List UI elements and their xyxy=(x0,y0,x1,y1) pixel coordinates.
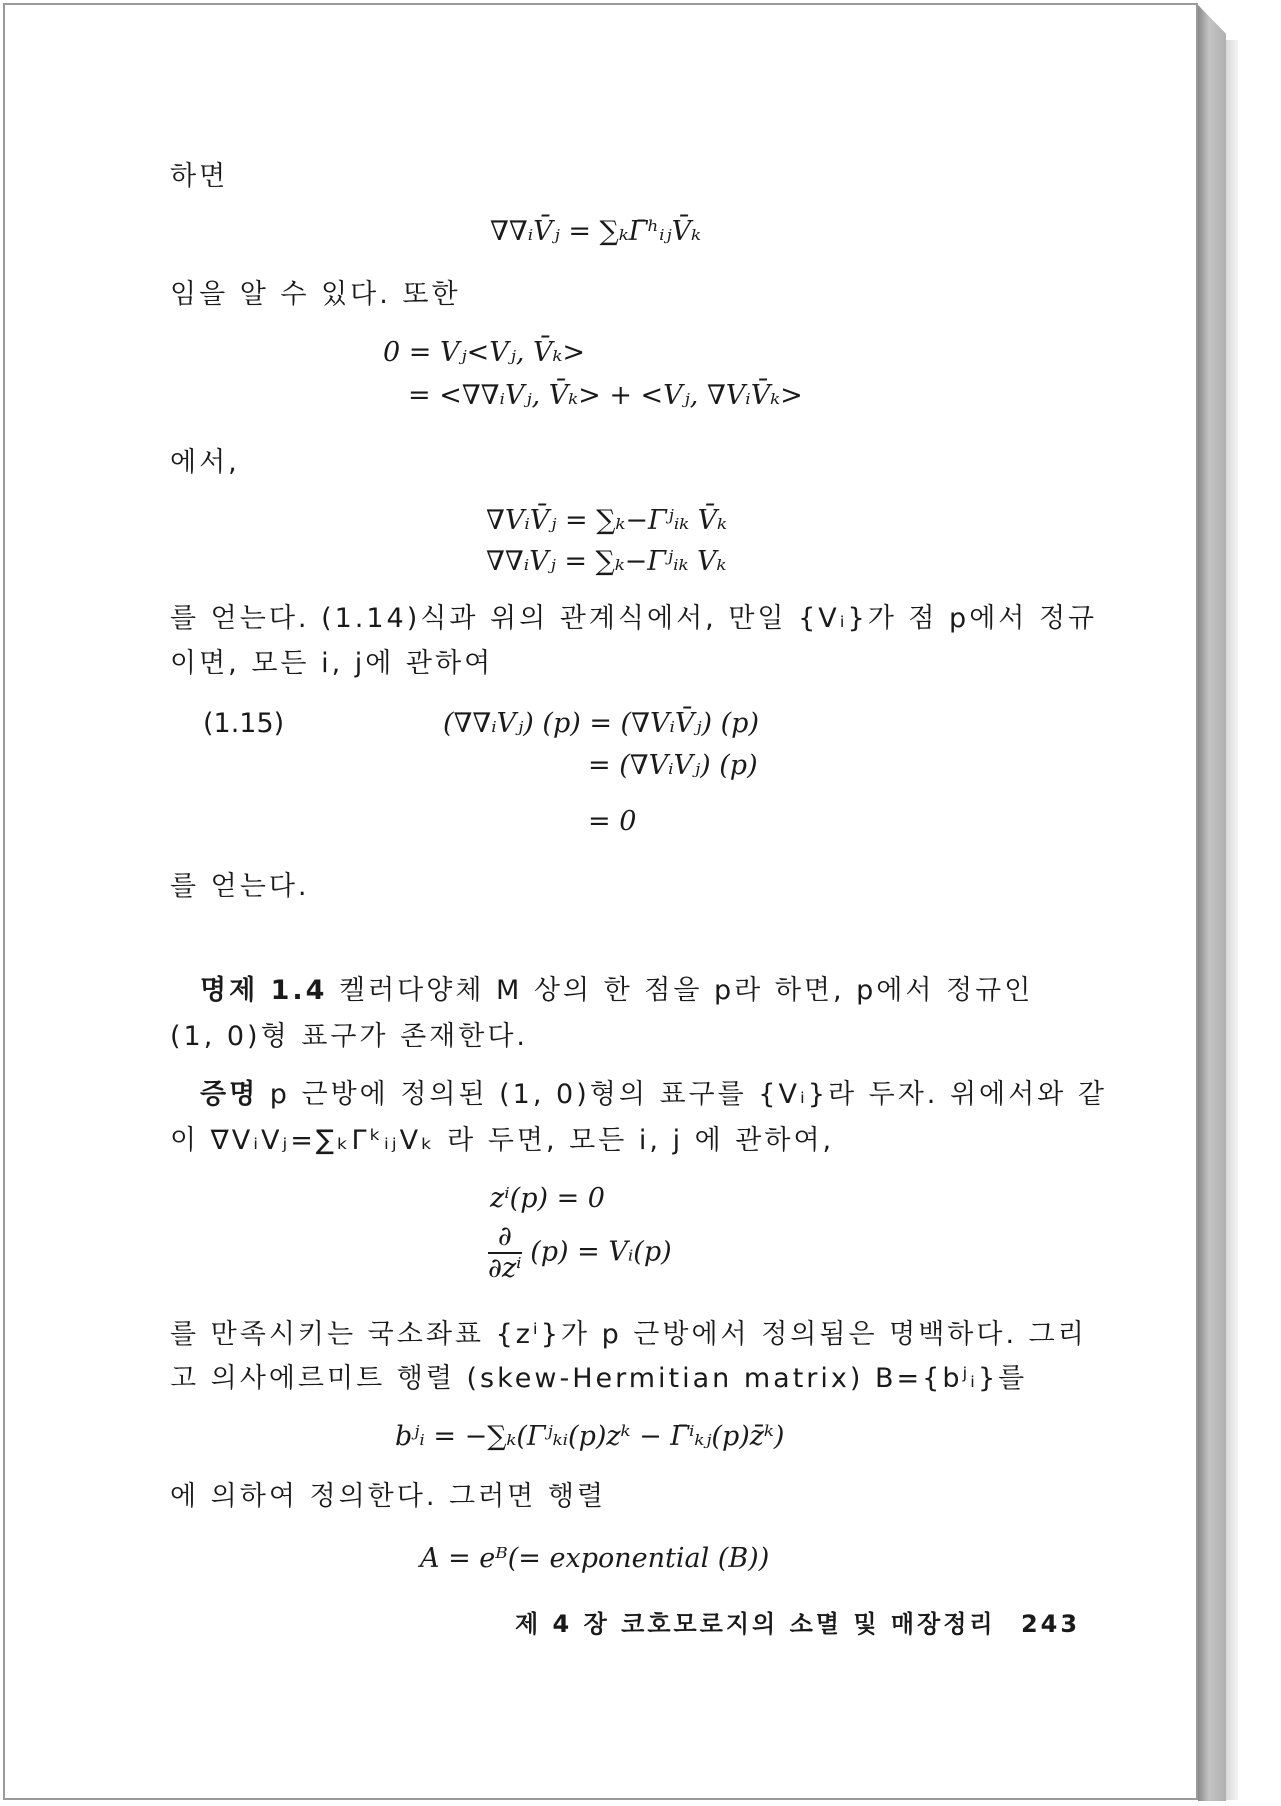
equation: bʲᵢ = −∑ₖ(Γʲₖᵢ(p)zᵏ − Γ̄ⁱₖⱼ(p)z̄ᵏ) xyxy=(395,1421,785,1452)
proposition-block xyxy=(200,974,1033,1008)
equation: = 0 xyxy=(588,806,637,837)
fraction-denominator: ∂zⁱ xyxy=(488,1253,522,1284)
equation: (∇∇ᵢVⱼ) (p) = (∇VᵢV̄ⱼ) (p) xyxy=(443,708,759,739)
equation: zⁱ(p) = 0 xyxy=(490,1183,605,1214)
text-line: 를 만족시키는 국소좌표 {zⁱ}가 p 근방에서 정의됨은 명백하다. 그리 xyxy=(170,1319,1087,1350)
proposition-text: 켈러다양체 M 상의 한 점을 p라 하면, p에서 정규인 xyxy=(339,975,1034,1006)
text-line: 에 의하여 정의한다. 그러면 행렬 xyxy=(170,1481,606,1512)
page-stack-edge xyxy=(1198,5,1226,1801)
page-number: 243 xyxy=(1020,1610,1081,1638)
text-line: 를 얻는다. (1.14)식과 위의 관계식에서, 만일 {Vᵢ}가 점 p에서 정규 xyxy=(170,603,1098,634)
equation-rhs: (p) = Vᵢ(p) xyxy=(530,1236,672,1268)
text-line: 임을 알 수 있다. 또한 xyxy=(170,279,461,310)
page-shadow xyxy=(1226,40,1238,1800)
proof-block xyxy=(200,1078,1107,1112)
proof-text: p 근방에 정의된 (1, 0)형의 표구를 {Vᵢ}라 두자. 위에서와 같 xyxy=(269,1079,1107,1110)
partial-fraction xyxy=(488,1222,522,1284)
equation: ∇∇ᵢV̄ⱼ = ∑ₖΓ̄ʰᵢⱼV̄ₖ xyxy=(490,216,702,247)
fraction-numerator: ∂ xyxy=(488,1222,522,1254)
equation-number: (1.15) xyxy=(203,708,285,739)
proof-label: 증명 xyxy=(200,1079,259,1110)
chapter-title: 제 4 장 코호모로지의 소멸 및 매장정리 xyxy=(515,1610,996,1638)
equation: A = eᴮ(= exponential (B)) xyxy=(420,1543,770,1574)
running-footer xyxy=(515,1604,1080,1639)
text-line: 를 얻는다. xyxy=(170,871,310,902)
text-line: 이면, 모든 i, j에 관하여 xyxy=(170,648,494,679)
text-line: 에서, xyxy=(170,447,240,478)
text-line: (1, 0)형 표구가 존재한다. xyxy=(170,1021,528,1052)
equation: = (∇VᵢVⱼ) (p) xyxy=(588,750,758,781)
equation: ∇VᵢV̄ⱼ = ∑ₖ−Γʲᵢₖ V̄ₖ xyxy=(486,505,728,536)
text-line: 이 ∇VᵢVⱼ=∑ₖΓᵏᵢⱼVₖ 라 두면, 모든 i, j 에 관하여, xyxy=(170,1125,835,1156)
equation: = <∇∇ᵢVⱼ, V̄ₖ> + <Vⱼ, ∇VᵢV̄ₖ> xyxy=(408,380,803,411)
text-line: 고 의사에르미트 행렬 (skew-Hermitian matrix) B={bʲᵢ}를 xyxy=(170,1363,1028,1394)
equation xyxy=(488,1222,672,1284)
proposition-label: 명제 1.4 xyxy=(200,975,328,1006)
text-line: 하면 xyxy=(170,161,229,192)
equation: 0 = Vⱼ<Vⱼ, V̄ₖ> xyxy=(383,337,585,368)
equation: ∇∇ᵢVⱼ = ∑ₖ−Γʲᵢₖ Vₖ xyxy=(486,546,727,577)
